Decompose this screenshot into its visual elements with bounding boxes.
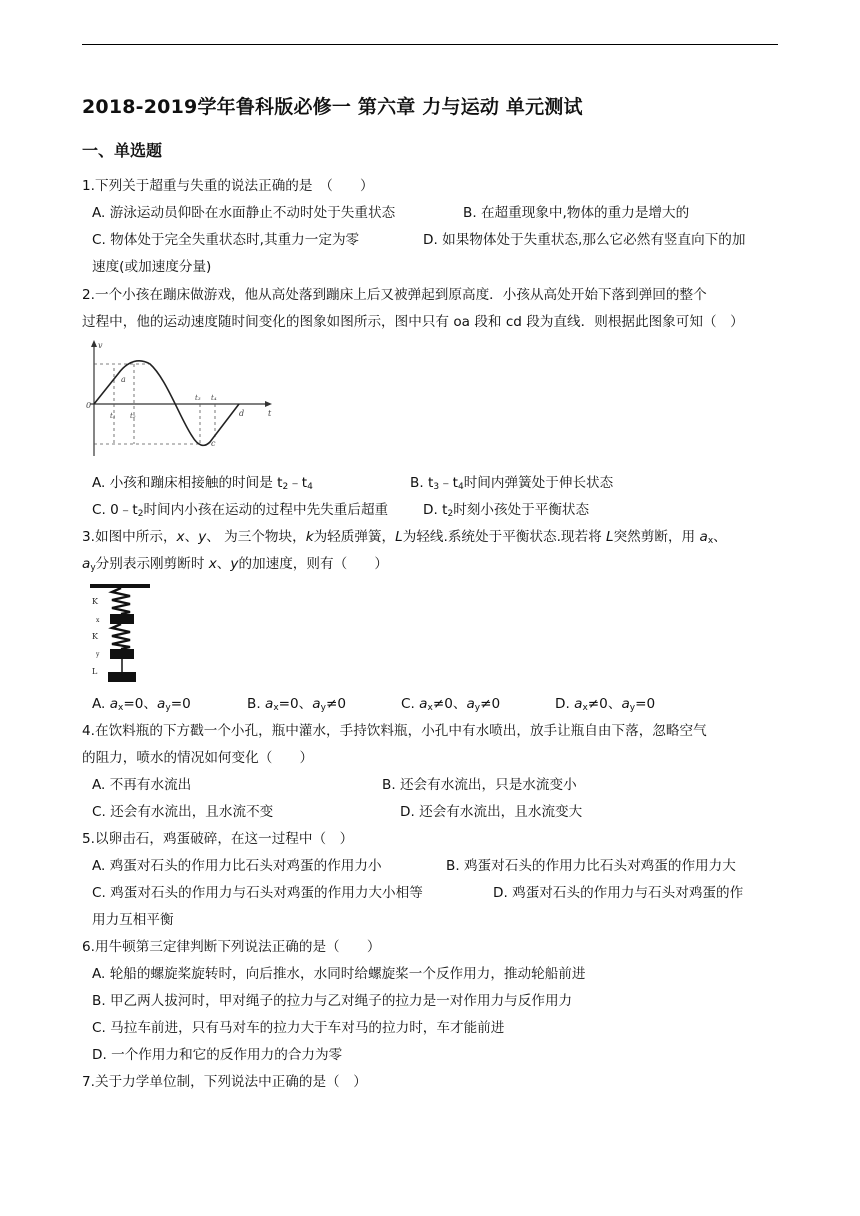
q3-option-d: D. $a_x\ne 0$、$a_y=0$ — [555, 696, 656, 713]
q1-option-d-cont: 速度(或加速度分量) — [92, 259, 212, 275]
q2-option-d: D. $t_2$时刻小孩处于平衡状态 — [423, 502, 590, 519]
t-axis-label: t — [268, 409, 272, 418]
question-3-stem-line2: $a_y$分别表示刚剪断时 x、y的加速度，则有（ ） — [82, 556, 388, 573]
document-title: 2018-2019学年鲁科版必修一 第六章 力与运动 单元测试 — [82, 96, 583, 118]
question-2-stem-line2: 过程中，他的运动速度随时间变化的图象如图所示，图中只有 oa 段和 cd 段为直线．则根据此图象可知（ ） — [82, 314, 744, 330]
q1-option-c: C. 物体处于完全失重状态时,其重力一定为零 — [92, 232, 360, 248]
question-5-stem: 5.以卵击石，鸡蛋破碎，在这一过程中（ ） — [82, 831, 354, 847]
label-k2: K — [92, 632, 98, 641]
q5-option-b: B. 鸡蛋对石头的作用力比石头对鸡蛋的作用力大 — [446, 858, 736, 874]
question-1-stem: 1.下列关于超重与失重的说法正确的是 （ ） — [82, 178, 374, 194]
q1-option-b: B. 在超重现象中,物体的重力是增大的 — [463, 205, 690, 221]
point-c-label: c — [211, 439, 216, 448]
section-heading: 一、单选题 — [82, 141, 163, 160]
point-a-label: a — [121, 375, 126, 384]
label-l: L — [92, 667, 98, 676]
q3-option-c: C. $a_x\ne 0$、$a_y\ne 0$ — [401, 696, 501, 713]
q6-option-a: A. 轮船的螺旋桨旋转时，向后推水，水同时给螺旋桨一个反作用力，推动轮船前进 — [92, 966, 586, 982]
q2-option-b: B. $t_3﹣t_4$时间内弹簧处于伸长状态 — [410, 475, 614, 492]
q6-option-d: D. 一个作用力和它的反作用力的合力为零 — [92, 1047, 343, 1063]
question-4-stem-line1: 4.在饮料瓶的下方戳一个小孔，瓶中灌水，手持饮料瓶，小孔中有水喷出，放手让瓶自由下落，忽略空气 — [82, 723, 707, 739]
q3-option-b: B. $a_x=0$、$a_y\ne 0$ — [247, 696, 346, 713]
velocity-curve — [94, 361, 239, 446]
t4-label: t₄ — [211, 394, 217, 402]
q3-option-a: A. $a_x=0$、$a_y=0$ — [92, 696, 191, 713]
q5-option-a: A. 鸡蛋对石头的作用力比石头对鸡蛋的作用力小 — [92, 858, 382, 874]
velocity-time-graph — [84, 338, 276, 460]
label-y: y — [96, 651, 100, 658]
origin-label: 0 — [86, 401, 92, 410]
t3-label: t₃ — [195, 394, 201, 402]
q2-option-c: C. $0﹣t_2$时间内小孩在运动的过程中先失重后超重 — [92, 502, 389, 519]
question-6-stem: 6.用牛顿第三定律判断下列说法正确的是（ ） — [82, 939, 381, 955]
question-3-stem-line1: 3.如图中所示，x、y、 为三个物块，k为轻质弹簧，L为轻线.系统处于平衡状态.现若将 L突然剪断，用 $a_x$、 — [82, 529, 727, 546]
q6-option-c: C. 马拉车前进，只有马对车的拉力大于车对马的拉力时，车才能前进 — [92, 1020, 505, 1036]
q4-option-a: A. 不再有水流出 — [92, 777, 192, 793]
q2-option-a: A. 小孩和蹦床相接触的时间是 $t_2﹣t_4$ — [92, 475, 313, 492]
label-x: x — [96, 617, 100, 624]
question-2-stem-line1: 2.一个小孩在蹦床做游戏，他从高处落到蹦床上后又被弹起到原高度．小孩从高处开始下落到弹回的整个 — [82, 287, 707, 303]
question-4-stem-line2: 的阻力，喷水的情况如何变化（ ） — [82, 750, 314, 766]
q4-option-d: D. 还会有水流出，且水流变大 — [400, 804, 583, 820]
label-k1: K — [92, 597, 98, 606]
t1-label: t₁ — [110, 412, 116, 420]
q5-option-d: D. 鸡蛋对石头的作用力与石头对鸡蛋的作 — [493, 885, 744, 901]
q6-option-b: B. 甲乙两人拔河时，甲对绳子的拉力与乙对绳子的拉力是一对作用力与反作用力 — [92, 993, 573, 1009]
q5-option-d-cont: 用力互相平衡 — [92, 912, 174, 928]
q4-option-b: B. 还会有水流出，只是水流变小 — [382, 777, 577, 793]
point-d-label: d — [239, 409, 245, 418]
question-7-stem: 7.关于力学单位制，下列说法中正确的是（ ） — [82, 1074, 367, 1090]
header-rule — [82, 44, 778, 45]
q1-option-d: D. 如果物体处于失重状态,那么它必然有竖直向下的加 — [423, 232, 746, 248]
q4-option-c: C. 还会有水流出，且水流不变 — [92, 804, 274, 820]
spring-block-figure — [88, 584, 158, 686]
q5-option-c: C. 鸡蛋对石头的作用力与石头对鸡蛋的作用力大小相等 — [92, 885, 423, 901]
v-axis-label: v — [98, 341, 103, 350]
q1-option-a: A. 游泳运动员仰卧在水面静止不动时处于失重状态 — [92, 205, 396, 221]
t2-label: t₂ — [130, 412, 136, 420]
